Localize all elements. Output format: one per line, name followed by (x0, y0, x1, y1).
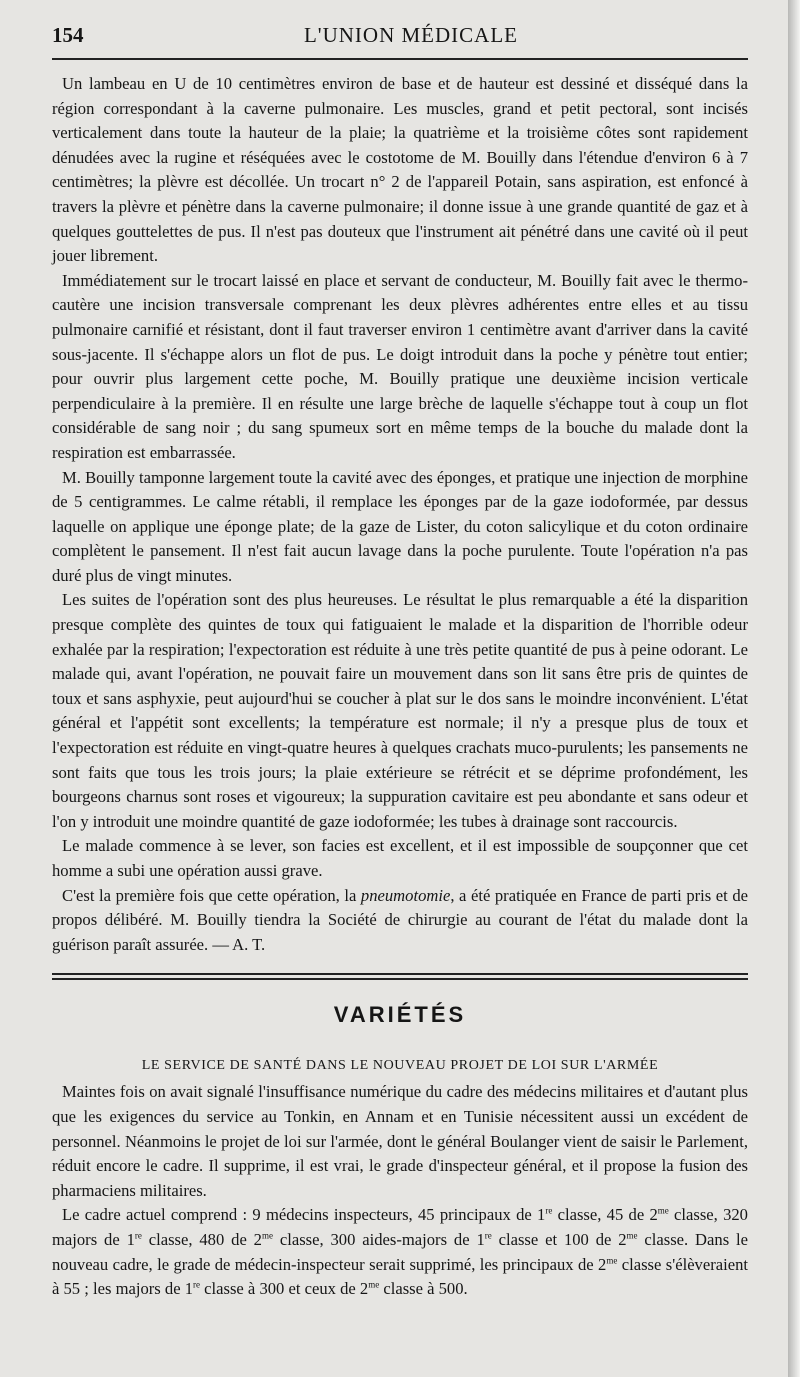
varietes-body (52, 1080, 748, 1301)
section-title: VARIÉTÉS (333, 1002, 467, 1028)
text-run: classe. Dans le nouveau cadre, le grade de médecin-inspecteur serait supprimé, les principaux de 2 (52, 1229, 749, 1274)
subsection-title: LE SERVICE DE SANTÉ DANS LE NOUVEAU PROJET DE LOI SUR L'ARMÉE (141, 1058, 659, 1074)
text-run: classe s'élèveraient à 55 ; les majors de 1 (52, 1254, 748, 1299)
header-rule (52, 58, 748, 60)
text-run: classe, 300 aides-majors de 1 (272, 1229, 485, 1249)
italic-term: pneumotomie (360, 885, 451, 905)
running-title: L'UNION MÉDICALE (303, 23, 518, 47)
ordinal-sup: me (626, 1230, 638, 1241)
paragraph-cadre (52, 1203, 748, 1301)
paragraph: Immédiatement sur le trocart laissé en place et servant de conducteur, M. Bouilly fait avec le thermo-cautère une incision transversale comprenant les deux plèvres adhérentes entre elles et au tissu pulmonaire carnifié et résistant, dont il faut traverser environ 1 centimètre avant d'arriver dans la cavité sous-jacente. Il s'échappe alors un flot de pus. Le doigt introduit dans la poche y pénètre tout entier; pour ouvrir plus largement cette poche, M. Bouilly pratique une deuxième incision verticale perpendiculaire à la première. Il en résulte une large brèche de laquelle s'échappe tout à coup un flot considérable de sang noir ; du sang spumeux sort en même temps de la bouche du malade dont la respiration est embarrassée. (52, 270, 748, 462)
section-divider (52, 973, 748, 980)
ordinal-sup: re (545, 1205, 553, 1216)
text-run: Le cadre actuel comprend : 9 médecins inspecteurs, 45 principaux de 1 (62, 1205, 546, 1225)
text-run: classe et 100 de 2 (491, 1229, 627, 1249)
paragraph: Les suites de l'opération sont des plus heureuses. Le résultat le plus remarquable a été la disparition presque complète des quintes de toux qui fatiguaient le malade et la disparition de l'horrible odeur exhalée par la respiration; l'expectoration est réduite à une très petite quantité de pus à peine odorant. Le malade qui, avant l'opération, ne pouvait faire un mouvement dans son lit sans être pris de quintes de toux et sans asphyxie, peut aujourd'hui se coucher à plat sur le dos sans le moindre inconvénient. L'état général et l'appétit sont excellents; la température est normale; il n'y a presque plus de toux et l'expectoration est réduite en vingt-quatre heures à quelques crachats muco-purulents; les pansements ne sont faits que tous les trois jours; la plaie extérieure se rétrécit et se déprime profondément, les bourgeons charnus sont roses et vigoureux; la suppuration cavitaire est peu abondante et sans odeur et l'on y introduit une moindre quantité de gaze iodoformée; les tubes à drainage sont raccourcis. (52, 590, 748, 831)
page-number: 154 (52, 23, 84, 47)
ordinal-sup: re (193, 1279, 201, 1290)
page-header (52, 0, 748, 52)
text-run: classe, 480 de 2 (141, 1229, 262, 1249)
paragraph: Un lambeau en U de 10 centimètres environ de base et de hauteur est dessiné et disséqué dans la région correspondant à la caverne pulmonaire. Les muscles, grand et petit pectoral, sont incisés verticalement dans toute la hauteur de la plaie; la quatrième et la troisième côtes sont rapidement dénudées avec la rugine et réséquées avec le costotome de M. Bouilly dans l'étendue d'environ 6 à 7 centimètres; la plèvre est décollée. Un trocart n° 2 de l'appareil Potain, sans aspiration, est enfoncé à travers la plèvre et pénètre dans la caverne pulmonaire; il donne issue à une grande quantité de gaz et à quelques gouttelettes de pus. Il n'est pas douteux que l'instrument ait pénétré dans une cavité où il peut jouer librement. (52, 74, 748, 266)
paragraph: M. Bouilly tamponne largement toute la cavité avec des éponges, et pratique une injection de morphine de 5 centigrammes. Le calme rétabli, il remplace les éponges par de la gaze iodoformée, par dessus laquelle on applique une éponge plate; de la gaze de Lister, du coton salicylique et du coton ordinaire complètent le pansement. Il n'est fait aucun lavage dans la poche purulente. Toute l'opération n'a pas duré plus de vingt minutes. (52, 467, 748, 585)
ordinal-sup: me (368, 1279, 380, 1290)
text-run: C'est la première fois que cette opération, la (62, 885, 361, 905)
text-run: classe, 45 de 2 (552, 1205, 658, 1225)
ordinal-sup: re (484, 1230, 492, 1241)
text-run: , a été pratiquée en France de parti pris et de propos délibéré. M. Bouilly tiendra la Société de chirurgie au courant de l'état du malade dont la guérison paraît assurée. — A. T. (52, 885, 748, 954)
paragraph: Maintes fois on avait signalé l'insuffisance numérique du cadre des médecins militaires et d'autant plus que les exigences du service au Tonkin, en Annam et en Tunisie nécessitent aussi un excédent de personnel. Néanmoins le projet de loi sur l'armée, dont le général Boulanger vient de saisir le Parlement, réduit encore le cadre. Il supprime, il est vrai, le grade d'inspecteur général, et il propose la fusion des pharmaciens militaires. (52, 1082, 748, 1200)
ordinal-sup: me (606, 1255, 618, 1265)
ordinal-sup: me (657, 1205, 669, 1216)
text-run: classe à 300 et ceux de 2 (200, 1279, 369, 1299)
text-run: classe à 500. (379, 1279, 468, 1299)
paragraph: Le malade commence à se lever, son facies est excellent, et il est impossible de soupçonner que cet homme a subi une opération aussi grave. (52, 836, 748, 880)
article-continued (52, 72, 748, 957)
text-run: classe, 320 majors de 1 (52, 1205, 748, 1249)
ordinal-sup: re (134, 1230, 142, 1241)
paragraph-conclusion (52, 884, 748, 958)
ordinal-sup: me (261, 1230, 273, 1241)
